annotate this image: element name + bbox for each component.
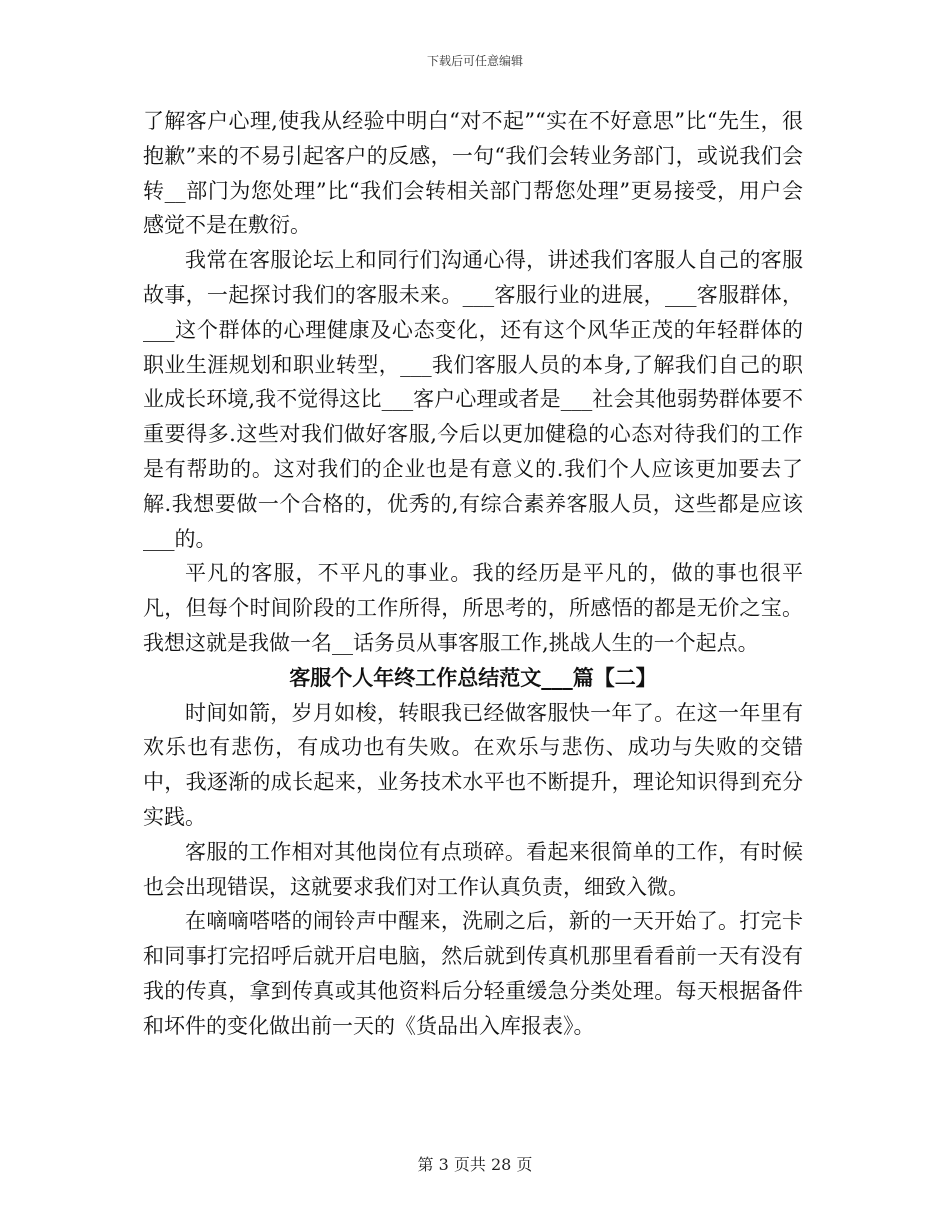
paragraph-5: 客服的工作相对其他岗位有点琐碎。看起来很简单的工作，有时候也会出现错误，这就要求我们对工作认真负责，细致入微。 [143, 839, 803, 899]
paragraph-2: 我常在客服论坛上和同行们沟通心得，讲述我们客服人自己的客服故事，一起探讨我们的客服未来。___客服行业的进展，___客服群体，___这个群体的心理健康及心态变化，还有这个风华正茂的年轻群体的职业生涯规划和职业转型，___我们客服人员的本身,了解我们自己的职业成长环境,我不觉得这比___客户心理或者是___社会其他弱势群体要不重要得多.这些对我们做好客服,今后以更加健稳的心态对待我们的工作是有帮助的。这对我们的企业也是有意义的.我们个人应该更加要去了解.我想要做一个合格的，优秀的,有综合素养客服人员，这些都是应该___的。 [143, 248, 803, 551]
page-footer: 第 3 页共 28 页 [417, 1155, 533, 1174]
page-header: 下载后可任意编辑 [426, 54, 523, 68]
section-heading: 客服个人年终工作总结范文___篇【二】 [289, 664, 657, 690]
paragraph-6: 在嘀嘀嗒嗒的闹铃声中醒来，洗刷之后，新的一天开始了。打完卡和同事打完招呼后就开启电脑，然后就到传真机那里看看前一天有没有我的传真，拿到传真或其他资料后分轻重缓急分类处理。每天根据备件和坏件的变化做出前一天的《货品出入库报表》。 [143, 909, 803, 1038]
paragraph-3: 平凡的客服，不平凡的事业。我的经历是平凡的，做的事也很平凡，但每个时间阶段的工作所得，所思考的，所感悟的都是无价之宝。我想这就是我做一名__话务员从事客服工作,挑战人生的一个起点。 [143, 561, 803, 655]
document-body [143, 104, 803, 1044]
paragraph-1: 了解客户心理,使我从经验中明白“对不起”“实在不好意思”比“先生，很抱歉”来的不易引起客户的反感，一句“我们会转业务部门，或说我们会转__部门为您处理”比“我们会转相关部门帮您处理”更易接受，用户会感觉不是在敷衍。 [143, 109, 803, 238]
paragraph-4: 时间如箭，岁月如梭，转眼我已经做客服快一年了。在这一年里有欢乐也有悲伤，有成功也有失败。在欢乐与悲伤、成功与失败的交错中，我逐渐的成长起来，业务技术水平也不断提升，理论知识得到充分实践。 [143, 700, 803, 829]
